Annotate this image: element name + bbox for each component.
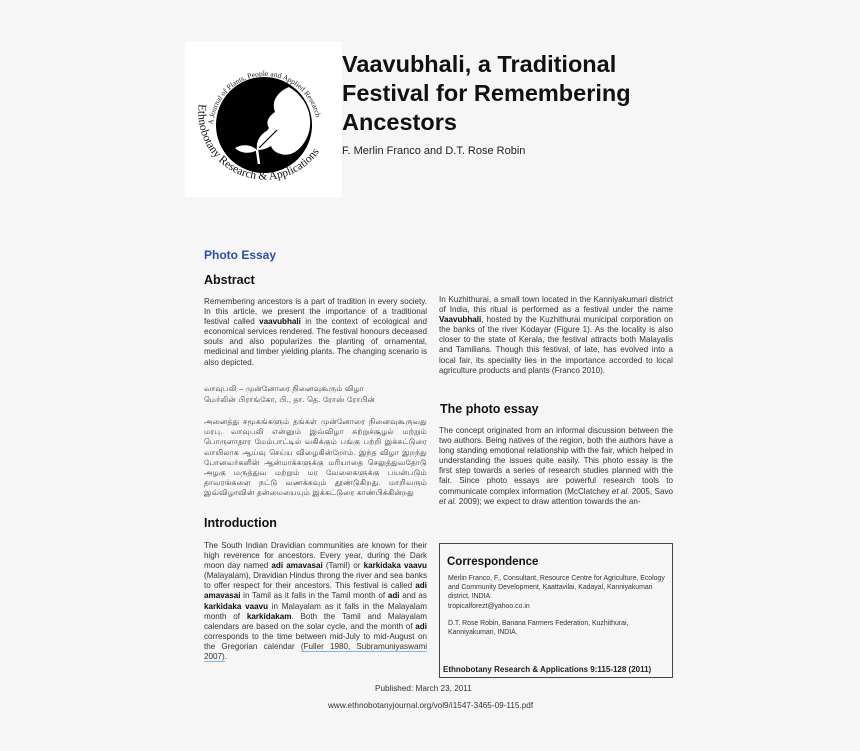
tamil-title: வாவுபலி – முன்னோரை நினைவுகூரும் விழா — [204, 384, 364, 393]
tamil-authors: மெர்லின் பிராங்கோ, பி., தா. தெ. ரோஸ் ரோபின் — [204, 395, 376, 404]
article-title — [342, 50, 662, 137]
abstract-heading: Abstract — [204, 273, 255, 287]
citation-link[interactable]: (Fuller 1980, Subramuniyaswami 2007) — [204, 641, 427, 662]
introduction-heading: Introduction — [204, 516, 277, 530]
ethnobotany-logo-icon — [185, 42, 342, 197]
journal-logo — [185, 42, 342, 197]
correspondence-box — [439, 543, 673, 678]
photo-essay-heading: The photo essay — [440, 402, 539, 416]
introduction-text: The South Indian Dravidian communities are known for their high reverence for ancestors. Every year, during the Dark moon day named adi amavasai (Tamil) or karkidaka vaavu (Malayalam), Dravidian Hindus throng the river and sea banks to offer respect for their ancestors. This festival is called adi amavasai in Tamil as it falls in the Tamil month of adi and as karkidaka vaavu in Malayalam as it falls in the Malayalam month of karkidakam. Both the Tamil and Malayalam calendars are based on the solar cycle, and the month of adi corresponds to the time between mid-July to mid-August on the Gregorian calendar (Fuller 1980, Subramuniyaswami 2007). — [204, 541, 427, 662]
title-line-3: Ancestors — [342, 109, 457, 135]
title-line-2: Festival for Remembering — [342, 80, 631, 106]
svg-text:Ethnobotany Research & Applica: Ethnobotany Research & Applications — [195, 103, 322, 183]
article-authors: F. Merlin Franco and D.T. Rose Robin — [342, 145, 526, 157]
correspondence-entry-2: D.T. Rose Robin, Banana Farmers Federation, Kuzhithurai, Kanniyakumari, INDIA. — [448, 620, 629, 637]
journal-reference: Ethnobotany Research & Applications 9:115-128 (2011) — [443, 665, 652, 674]
abstract-text: Remembering ancestors is a part of tradition in every society. In this article, we present the importance of a traditional festival called vaavubhali in the context of ecological and economical services rendered. The festival honours deceased souls and also popularizes the planting of ornamental, medicinal and timber yielding plants. The changing scenario is also depicted. — [204, 297, 428, 367]
title-line-1: Vaavubhali, a Traditional — [342, 51, 617, 77]
svg-text:A Journal of Plants, People an: A Journal of Plants, People and Applied Research — [206, 68, 323, 126]
tamil-abstract: அனைத்து சமூகங்களும் தங்கள் முன்னோரை நினைவுகூருவது மரபு. வாவுபலி என்னும் இவ்விழா சுற்றுச்சூழல் மற்றும் பொருளாதார மேம்பாட்டில் வகிக்கும் பங்கு பற்றி இக்கட்டுரை வாயிலாக ஆய்வு செய்ய விழைகின்றோம். இந்த விழா இறந்து போனவர்களின் ஆன்மாக்களுக்கு மரியாதை செலுத்துவதோடு அழகு மருத்துவ மற்றும் மர வேலைகளுக்கு பயன்படும் தாவரங்களை நட்டு வணக்கவும் தூண்டுகிறது. மாறிவரும் இவ்விழாவின் தன்மையையும் இக்கட்டுரை காண்பிக்கின்றது — [204, 417, 427, 498]
article-url[interactable]: www.ethnobotanyjournal.org/vol9/i1547-3465-09-115.pdf — [328, 701, 534, 710]
section-label: Photo Essay — [204, 248, 277, 262]
correspondence-entry-1: Merlin Franco, F., Consultant, Resource Centre for Agriculture, Ecology and Community Development, Kaattavilai, Kadayal, Kanniyakumari district, INDIA. tropicalforezt@yahoo.co.in — [448, 574, 668, 611]
correspondence-email[interactable]: tropicalforezt@yahoo.co.in — [448, 602, 530, 610]
right-column-paragraph-1: In Kuzhithurai, a small town located in the Kanniyakumari district of India, this ritual is performed as a festival under the name Vaavubhali, hosted by the Kuzhithurai municipal corporation on the banks of the river Kodayar (Figure 1). As the locality is also closer to the state of Kerala, the festival attracts both Malayalis and Tamilians. Though this festival, of late, has evolved into a local fair, its speciality lies in the importance accorded to local agriculture products and plants (Franco 2010). — [439, 295, 673, 375]
correspondence-heading: Correspondence — [447, 556, 539, 568]
right-column-paragraph-2: The concept originated from an informal discussion between the two authors. Being natives of the region, both the authors have a long standing emotional relationship with the fair, which helped in understanding the issues quite easily. This photo essay is the first step towards a series of research studies planned with the fair. Since photo essays are powerful research tools to communicate complex information (McClatchey et al. 2005, Savo et al. 2009); we expect to draw attention towards the an- — [439, 426, 673, 506]
published-date: Published: March 23, 2011 — [375, 684, 472, 693]
